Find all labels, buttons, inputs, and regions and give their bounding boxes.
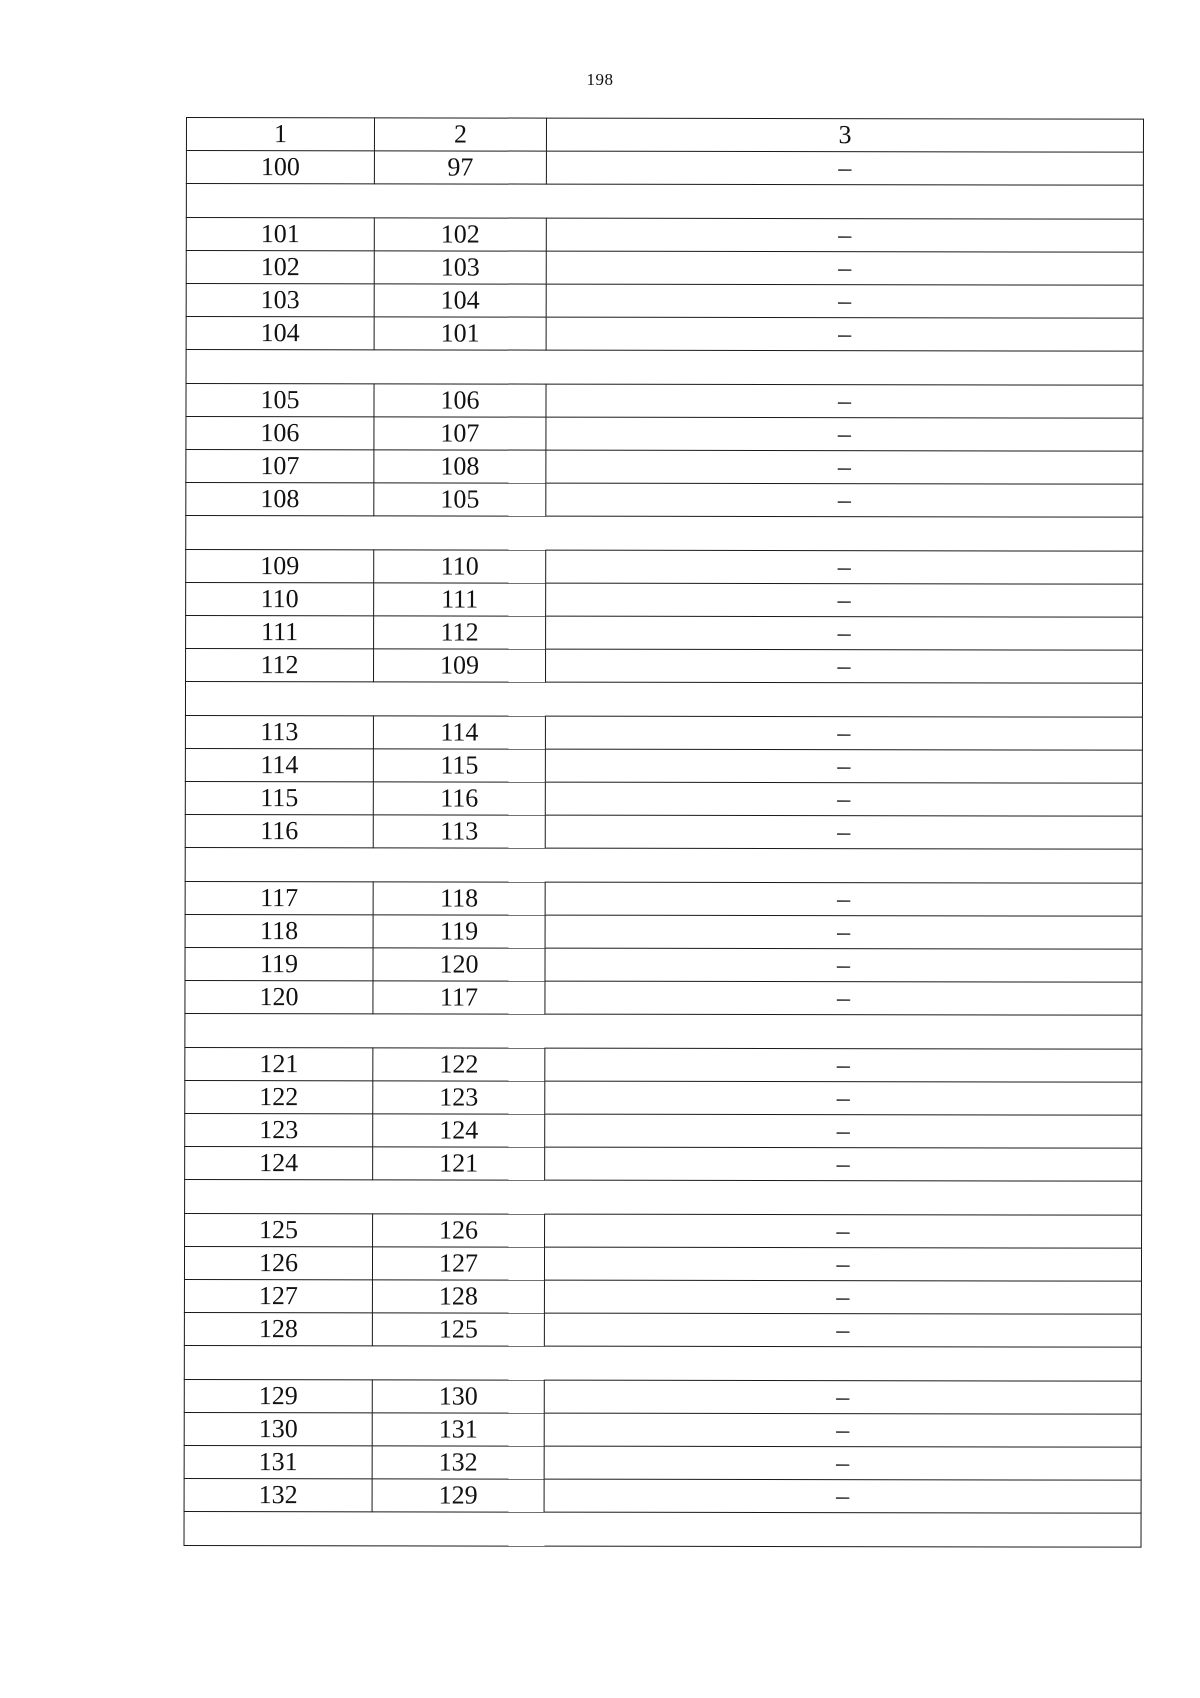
table-cell-col1: 106	[186, 417, 374, 450]
table-cell-col1: 129	[184, 1379, 372, 1412]
table-row	[186, 251, 1143, 286]
group-separator-cell	[185, 682, 1142, 718]
table-row	[185, 781, 1142, 816]
table-row	[185, 1113, 1142, 1148]
group-separator-row	[184, 1345, 1141, 1381]
table-cell-col3: –	[545, 749, 1142, 783]
table-cell-col3: –	[546, 251, 1143, 285]
table-cell-col2: 115	[373, 749, 545, 782]
table-row	[185, 814, 1142, 849]
table-cell-col1: 111	[186, 616, 374, 649]
table-cell-col1: 113	[185, 715, 373, 748]
group-separator-row	[184, 1511, 1141, 1547]
header-cell-3: 3	[546, 118, 1143, 152]
table-row	[185, 1047, 1142, 1082]
table-row	[185, 1213, 1142, 1248]
table-cell-col1: 123	[185, 1113, 373, 1146]
table-cell-col3: –	[545, 1214, 1142, 1248]
group-separator-row	[185, 1179, 1142, 1215]
table-cell-col2: 122	[373, 1048, 545, 1081]
group-separator-row	[186, 350, 1143, 386]
group-separator-cell	[185, 1179, 1142, 1215]
table-cell-col3: –	[545, 1048, 1142, 1082]
table-row	[185, 914, 1142, 949]
table-cell-col3: –	[545, 1081, 1142, 1115]
table-cell-col1: 112	[186, 649, 374, 682]
table-cell-col2: 129	[372, 1479, 544, 1512]
table-cell-col2: 101	[374, 317, 546, 350]
table-cell-col3: –	[546, 616, 1143, 650]
table-cell-col1: 103	[186, 284, 374, 317]
page-number: 198	[586, 70, 614, 89]
table-row	[186, 483, 1143, 518]
table-cell-col2: 104	[374, 284, 546, 317]
table-cell-col3: –	[545, 782, 1142, 816]
table-row	[186, 151, 1143, 186]
table-cell-col3: –	[546, 649, 1143, 683]
table-cell-col2: 125	[372, 1313, 544, 1346]
table-cell-col1: 122	[185, 1080, 373, 1113]
data-table-container	[184, 117, 1143, 1548]
table-cell-col1: 101	[186, 218, 374, 251]
table-row	[186, 284, 1143, 319]
table-cell-col2: 126	[373, 1214, 545, 1247]
table-cell-col2: 132	[372, 1446, 544, 1479]
group-separator-cell	[184, 1345, 1141, 1381]
table-row	[185, 980, 1142, 1015]
table-cell-col3: –	[544, 1280, 1141, 1314]
table-cell-col1: 117	[185, 881, 373, 914]
table-cell-col1: 132	[184, 1478, 372, 1511]
table-row	[184, 1312, 1141, 1347]
table-cell-col1: 105	[186, 384, 374, 417]
table-cell-col2: 121	[373, 1147, 545, 1180]
group-separator-cell	[186, 516, 1143, 552]
table-cell-col1: 115	[185, 781, 373, 814]
table-cell-col1: 121	[185, 1047, 373, 1080]
data-table	[184, 117, 1144, 1548]
table-cell-col3: –	[546, 384, 1143, 418]
table-cell-col2: 131	[372, 1413, 544, 1446]
group-separator-cell	[185, 1013, 1142, 1049]
table-cell-col2: 117	[373, 981, 545, 1014]
table-cell-col3: –	[546, 550, 1143, 584]
group-separator-row	[185, 1013, 1142, 1049]
table-cell-col3: –	[546, 450, 1143, 484]
table-cell-col1: 120	[185, 980, 373, 1013]
table-row	[186, 450, 1143, 485]
table-cell-col3: –	[544, 1413, 1141, 1447]
table-cell-col2: 97	[374, 151, 546, 184]
table-cell-col3: –	[546, 317, 1143, 351]
group-separator-cell	[185, 847, 1142, 883]
table-cell-col1: 116	[185, 814, 373, 847]
table-cell-col2: 108	[374, 450, 546, 483]
table-cell-col2: 102	[374, 218, 546, 251]
table-row	[185, 715, 1142, 750]
table-row	[184, 1379, 1141, 1414]
table-cell-col2: 110	[374, 550, 546, 583]
table-cell-col2: 111	[374, 583, 546, 616]
table-row	[186, 649, 1143, 684]
table-cell-col2: 106	[374, 384, 546, 417]
table-cell-col1: 109	[186, 550, 374, 583]
table-cell-col2: 127	[372, 1247, 544, 1280]
table-row	[185, 947, 1142, 982]
table-row	[186, 550, 1143, 585]
table-cell-col1: 131	[184, 1445, 372, 1478]
table-row	[184, 1246, 1141, 1281]
table-cell-col3: –	[544, 1446, 1141, 1480]
table-cell-col3: –	[546, 218, 1143, 252]
table-cell-col2: 103	[374, 251, 546, 284]
table-cell-col3: –	[546, 151, 1143, 185]
table-row	[185, 1146, 1142, 1181]
table-cell-col2: 105	[374, 483, 546, 516]
table-cell-col1: 104	[186, 317, 374, 350]
header-row	[186, 118, 1143, 153]
table-cell-col1: 110	[186, 583, 374, 616]
table-cell-col2: 107	[374, 417, 546, 450]
group-separator-cell	[186, 184, 1143, 220]
table-cell-col1: 128	[184, 1312, 372, 1345]
table-cell-col3: –	[546, 284, 1143, 318]
table-row	[186, 384, 1143, 419]
table-cell-col2: 114	[373, 716, 545, 749]
table-cell-col3: –	[545, 716, 1142, 750]
table-cell-col1: 124	[185, 1146, 373, 1179]
table-cell-col3: –	[544, 1479, 1141, 1513]
table-row	[185, 1080, 1142, 1115]
table-cell-col3: –	[545, 815, 1142, 849]
table-cell-col2: 113	[373, 815, 545, 848]
table-cell-col1: 126	[184, 1246, 372, 1279]
table-row	[184, 1445, 1141, 1480]
table-cell-col3: –	[546, 417, 1143, 451]
table-cell-col1: 127	[184, 1279, 372, 1312]
group-separator-row	[186, 184, 1143, 220]
table-cell-col3: –	[544, 1313, 1141, 1347]
table-cell-col2: 116	[373, 782, 545, 815]
table-cell-col2: 112	[374, 616, 546, 649]
table-row	[186, 616, 1143, 651]
table-row	[184, 1478, 1141, 1513]
group-separator-row	[185, 682, 1142, 718]
table-cell-col3: –	[545, 1147, 1142, 1181]
table-cell-col2: 118	[373, 882, 545, 915]
table-cell-col3: –	[544, 1247, 1141, 1281]
table-cell-col1: 118	[185, 914, 373, 947]
table-cell-col2: 120	[373, 948, 545, 981]
table-cell-col1: 130	[184, 1412, 372, 1445]
table-cell-col2: 123	[373, 1081, 545, 1114]
table-cell-col3: –	[546, 583, 1143, 617]
table-cell-col3: –	[544, 1380, 1141, 1414]
group-separator-row	[185, 847, 1142, 883]
table-cell-col1: 108	[186, 483, 374, 516]
table-row	[185, 748, 1142, 783]
table-cell-col1: 125	[185, 1213, 373, 1246]
table-row	[186, 417, 1143, 452]
table-cell-col1: 100	[186, 151, 374, 184]
table-row	[186, 218, 1143, 253]
table-row	[186, 583, 1143, 618]
table-cell-col2: 119	[373, 915, 545, 948]
table-cell-col2: 124	[373, 1114, 545, 1147]
table-cell-col1: 119	[185, 947, 373, 980]
table-row	[184, 1279, 1141, 1314]
table-row	[185, 881, 1142, 916]
table-cell-col1: 102	[186, 251, 374, 284]
table-cell-col3: –	[545, 882, 1142, 916]
table-row	[186, 317, 1143, 352]
table-cell-col1: 114	[185, 748, 373, 781]
table-row	[184, 1412, 1141, 1447]
table-cell-col1: 107	[186, 450, 374, 483]
table-cell-col3: –	[545, 915, 1142, 949]
table-body	[184, 118, 1143, 1548]
table-cell-col3: –	[546, 483, 1143, 517]
table-cell-col2: 130	[372, 1380, 544, 1413]
group-separator-cell	[186, 350, 1143, 386]
table-cell-col3: –	[545, 948, 1142, 982]
header-cell-2: 2	[374, 118, 546, 151]
table-cell-col2: 128	[372, 1280, 544, 1313]
table-cell-col3: –	[545, 1114, 1142, 1148]
table-cell-col3: –	[545, 981, 1142, 1015]
group-separator-row	[186, 516, 1143, 552]
group-separator-cell	[184, 1511, 1141, 1547]
header-cell-1: 1	[186, 118, 374, 151]
table-cell-col2: 109	[374, 649, 546, 682]
